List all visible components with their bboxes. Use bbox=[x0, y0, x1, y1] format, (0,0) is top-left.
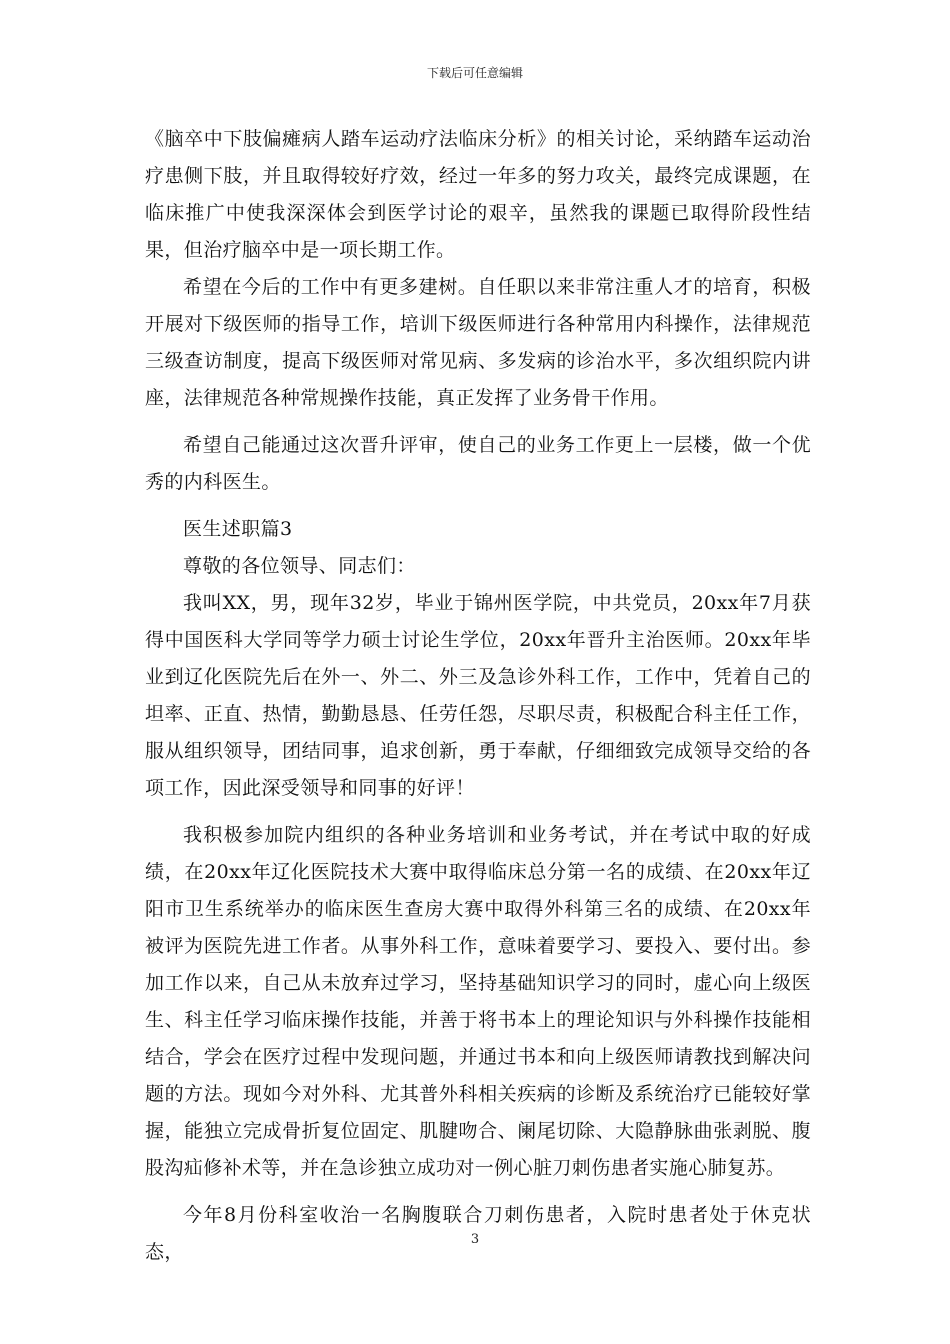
paragraph: 我积极参加院内组织的各种业务培训和业务考试，并在考试中取的好成绩，在20xx年辽化医院技术大赛中取得临床总分第一名的成绩、在20xx年辽阳市卫生系统举办的临床医生查房大赛中取得外科第三名的成绩、在20xx年被评为医院先进工作者。从事外科工作，意味着要学习、要投入、要付出。参加工作以来，自己从未放弃过学习，坚持基础知识学习的同时，虚心向上级医生、科主任学习临床操作技能，并善于将书本上的理论知识与外科操作技能相结合，学会在医疗过程中发现问题，并通过书本和向上级医师请教找到解决问题的方法。现如今对外科、尤其普外科相关疾病的诊断及系统治疗已能较好掌握，能独立完成骨折复位固定、肌腱吻合、阑尾切除、大隐静脉曲张剥脱、腹股沟疝修补术等，并在急诊独立成功对一例心脏刀刺伤患者实施心肺复苏。 bbox=[145, 824, 811, 1179]
section-heading: 医生述职篇3 bbox=[183, 518, 293, 540]
paragraph: 我叫XX，男，现年32岁，毕业于锦州医学院，中共党员，20xx年7月获得中国医科大学同等学力硕士讨论生学位，20xx年晋升主治医师。20xx年毕业到辽化医院先后在外一、外二、外三及急诊外科工作，工作中，凭着自己的坦率、正直、热情，勤勤恳恳、任劳任怨，尽职尽责，积极配合科主任工作，服从组织领导，团结同事，追求创新，勇于奉献，仔细细致完成领导交给的各项工作，因此深受领导和同事的好评！ bbox=[145, 592, 811, 799]
paragraph: 今年8月份科室收治一名胸腹联合刀刺伤患者，入院时患者处于休克状态， bbox=[145, 1204, 811, 1263]
paragraph: 希望自己能通过这次晋升评审，使自己的业务工作更上一层楼，做一个优秀的内科医生。 bbox=[145, 434, 811, 493]
salutation: 尊敬的各位领导、同志们： bbox=[183, 555, 416, 577]
paragraph-continuation: 《脑卒中下肢偏瘫病人踏车运动疗法临床分析》的相关讨论，采纳踏车运动治疗患侧下肢，并且取得较好疗效，经过一年多的努力攻关，最终完成课题，在临床推广中使我深深体会到医学讨论的艰辛，虽然我的课题已取得阶段性结果，但治疗脑卒中是一项长期工作。 bbox=[145, 128, 811, 261]
document-body bbox=[145, 121, 811, 1281]
page-number: 3 bbox=[470, 1232, 480, 1247]
paragraph: 希望在今后的工作中有更多建树。自任职以来非常注重人才的培育，积极开展对下级医师的指导工作，培训下级医师进行各种常用内科操作，法律规范三级查访制度，提高下级医师对常见病、多发病的诊治水平，多次组织院内讲座，法律规范各种常规操作技能，真正发挥了业务骨干作用。 bbox=[145, 276, 811, 409]
page-header: 下载后可任意编辑 bbox=[426, 66, 523, 80]
